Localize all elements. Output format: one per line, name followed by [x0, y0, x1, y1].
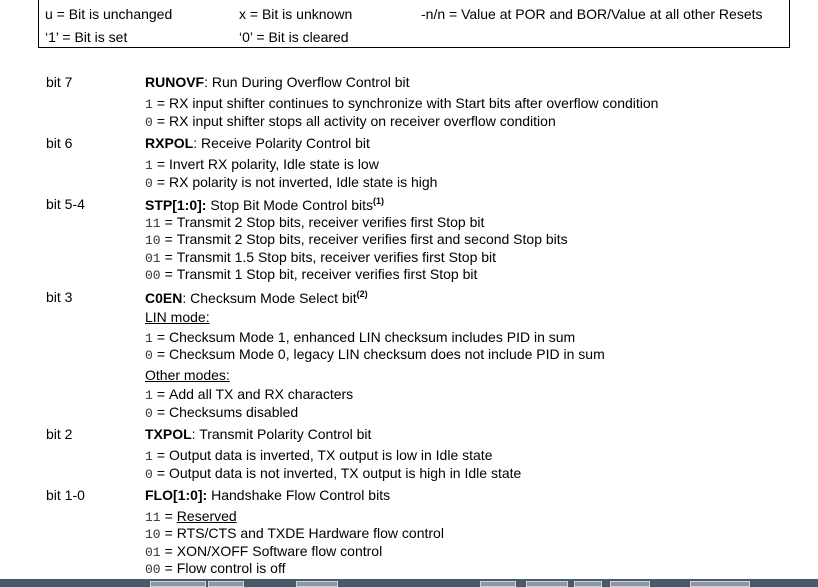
bit-row: 1 = Add all TX and RX characters [145, 386, 354, 403]
bit-heading [145, 196, 384, 213]
bit-row-text: Reserved [176, 508, 237, 524]
bit-heading [145, 289, 368, 306]
bit-code: 01 [145, 251, 161, 266]
taskbar-button[interactable] [480, 581, 516, 587]
bit-row: 1 = Invert RX polarity, Idle state is low [145, 156, 379, 173]
bit-row: 11 = Transmit 2 Stop bits, receiver verifies first Stop bit [145, 214, 485, 231]
bit-name: STP[1:0]: [145, 197, 207, 213]
legend-unchanged: u = Bit is unchanged [45, 6, 173, 22]
bit-row-text: RX input shifter continues to synchronize with Start bits after overflow condition [169, 95, 659, 111]
footnote-ref: (1) [372, 196, 384, 206]
bit-row-text: Transmit 1 Stop bit, receiver verifies first Stop bit [176, 266, 478, 282]
bit-code: 1 [145, 388, 153, 403]
taskbar-button[interactable] [296, 581, 338, 587]
bit-label: bit 1-0 [46, 487, 85, 503]
bit-row-text: Transmit 2 Stop bits, receiver verifies first and second Stop bits [176, 231, 568, 247]
bit-desc: Handshake Flow Control bits [207, 487, 391, 503]
bit-row: 01 = XON/XOFF Software flow control [145, 543, 383, 560]
bit-row-text: Checksum Mode 1, enhanced LIN checksum includes PID in sum [169, 329, 576, 345]
bit-row: 01 = Transmit 1.5 Stop bits, receiver verifies first Stop bit [145, 249, 497, 266]
bit-row-text: Output data is not inverted, TX output is high in Idle state [169, 465, 522, 481]
bit-label: bit 6 [46, 135, 73, 151]
bit-name: RUNOVF [145, 74, 205, 90]
bit-row: 0 = RX polarity is not inverted, Idle state is high [145, 174, 438, 191]
legend-unknown: x = Bit is unknown [239, 6, 353, 22]
bit-label: bit 5-4 [46, 196, 85, 212]
footnote-ref: (2) [356, 289, 368, 299]
bit-heading [145, 135, 370, 151]
bit-code: 0 [145, 176, 153, 191]
bit-code: 00 [145, 562, 161, 577]
bit-row-text: Checksum Mode 0, legacy LIN checksum does not include PID in sum [169, 346, 605, 362]
bit-code: 1 [145, 158, 153, 173]
bit-label: bit 3 [46, 289, 73, 305]
legend-reset-value: -n/n = Value at POR and BOR/Value at all other Resets [421, 6, 763, 22]
taskbar-button[interactable] [526, 581, 568, 587]
bit-row: 0 = RX input shifter stops all activity on receiver overflow condition [145, 113, 556, 130]
bit-name: RXPOL [145, 135, 194, 151]
bit-code: 0 [145, 467, 153, 482]
bit-heading [145, 487, 390, 503]
bit-code: 0 [145, 115, 153, 130]
bit-label: bit 7 [46, 74, 73, 90]
bit-desc: : Run During Overflow Control bit [204, 74, 410, 90]
bit-code: 1 [145, 97, 153, 112]
legend-cleared: ‘0’ = Bit is cleared [239, 29, 349, 45]
subheading-lin-mode: LIN mode: [145, 309, 210, 325]
bit-name: FLO[1:0]: [145, 487, 208, 503]
bit-desc: : Receive Polarity Control bit [193, 135, 370, 151]
bit-code: 0 [145, 348, 153, 363]
bit-label: bit 2 [46, 426, 73, 442]
taskbar [0, 579, 818, 587]
bit-row: 00 = Transmit 1 Stop bit, receiver verifies first Stop bit [145, 266, 478, 283]
bit-row: 1 = Checksum Mode 1, enhanced LIN checksum includes PID in sum [145, 329, 576, 346]
bit-row-text: RTS/CTS and TXDE Hardware flow control [176, 525, 444, 541]
bit-code: 10 [145, 233, 161, 248]
bit-code: 0 [145, 406, 153, 421]
bit-row-text: RX input shifter stops all activity on receiver overflow condition [169, 113, 556, 129]
bit-row: 00 = Flow control is off [145, 560, 286, 577]
bit-desc: : Checksum Mode Select bit [182, 290, 357, 306]
bit-heading [145, 74, 410, 90]
bit-row: 11 = Reserved [145, 508, 237, 525]
bit-code: 11 [145, 216, 161, 231]
bit-code: 00 [145, 268, 161, 283]
bit-row-text: Transmit 1.5 Stop bits, receiver verifies first Stop bit [176, 249, 497, 265]
bit-code: 01 [145, 545, 161, 560]
bit-row-text: Output data is inverted, TX output is low in Idle state [169, 447, 493, 463]
bit-desc: Stop Bit Mode Control bits [206, 197, 373, 213]
bit-code: 1 [145, 449, 153, 464]
taskbar-button[interactable] [208, 581, 244, 587]
subheading-other-modes: Other modes: [145, 367, 230, 383]
bit-heading [145, 426, 371, 442]
bit-desc: : Transmit Polarity Control bit [191, 426, 372, 442]
bit-row: 0 = Checksums disabled [145, 404, 299, 421]
bit-row-text: Flow control is off [176, 560, 286, 576]
bit-row: 10 = RTS/CTS and TXDE Hardware flow control [145, 525, 444, 542]
taskbar-button[interactable] [150, 581, 206, 587]
taskbar-button[interactable] [574, 581, 602, 587]
bit-row: 1 = RX input shifter continues to synchronize with Start bits after overflow condition [145, 95, 659, 112]
bit-code: 10 [145, 527, 161, 542]
bit-row-text: Add all TX and RX characters [169, 386, 354, 402]
bit-row-text: Checksums disabled [169, 404, 299, 420]
bit-row: 0 = Output data is not inverted, TX output is high in Idle state [145, 465, 522, 482]
bit-code: 11 [145, 510, 161, 525]
legend-box [38, 0, 790, 48]
taskbar-button[interactable] [690, 581, 750, 587]
bit-row-text: RX polarity is not inverted, Idle state is high [169, 174, 438, 190]
bit-row: 0 = Checksum Mode 0, legacy LIN checksum does not include PID in sum [145, 346, 605, 363]
bit-row: 10 = Transmit 2 Stop bits, receiver verifies first and second Stop bits [145, 231, 568, 248]
bit-row-text: XON/XOFF Software flow control [176, 543, 383, 559]
bit-row: 1 = Output data is inverted, TX output is low in Idle state [145, 447, 493, 464]
bit-row-text: Invert RX polarity, Idle state is low [169, 156, 379, 172]
bit-code: 1 [145, 331, 153, 346]
bit-name: TXPOL [145, 426, 192, 442]
taskbar-button[interactable] [610, 581, 650, 587]
bit-row-text: Transmit 2 Stop bits, receiver verifies first Stop bit [176, 214, 485, 230]
legend-set: ‘1’ = Bit is set [45, 29, 128, 45]
bit-name: C0EN [145, 290, 183, 306]
